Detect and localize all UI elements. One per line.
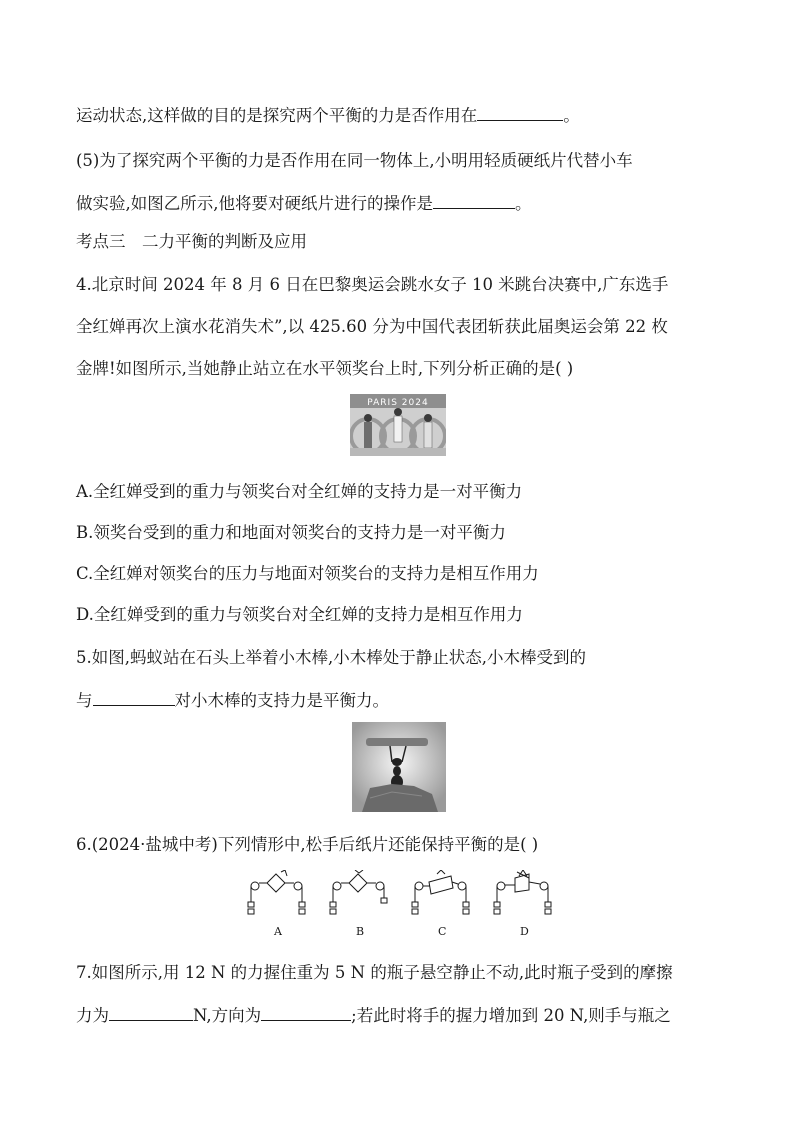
line-1-end: 。 (563, 106, 580, 125)
text-line-1 (76, 104, 580, 127)
answer-blank (109, 1004, 193, 1021)
q4-option-a: A.全红婵受到的重力与领奖台对全红婵的支持力是一对平衡力 (76, 482, 523, 501)
q6-diagram-b (330, 870, 387, 914)
answer-blank (477, 104, 563, 121)
podium-illustration (350, 394, 446, 456)
q5-text-b: 对小木棒的支持力是平衡力。 (174, 691, 389, 710)
answer-blank (261, 1004, 351, 1021)
q5-text-a: 与 (76, 691, 93, 710)
line-1-text: 运动状态,这样做的目的是探究两个平衡的力是否作用在 (76, 106, 478, 125)
text-line-2: (5)为了探究两个平衡的力是否作用在同一物体上,小明用轻质硬纸片代替小车 (76, 151, 633, 170)
q7-text-c: ;若此时将手的握力增加到 20 N,则手与瓶之 (351, 1006, 671, 1025)
q6-diagram-a (248, 870, 305, 914)
q5-line-2 (76, 689, 389, 712)
q6-label-b: B (356, 925, 365, 938)
q6-line: 6.(2024·盐城中考)下列情形中,松手后纸片还能保持平衡的是( ) (76, 835, 539, 854)
ant-photo (352, 722, 446, 812)
q4-option-b: B.领奖台受到的重力和地面对领奖台的支持力是一对平衡力 (76, 523, 506, 542)
section-heading: 考点三 二力平衡的判断及应用 (76, 232, 307, 251)
q6-diagram-svg (243, 870, 553, 940)
q6-diagram-d (494, 870, 551, 914)
q6-diagrams (243, 870, 553, 940)
q7-line-2 (76, 1004, 671, 1027)
q4-line-2: 全红婵再次上演水花消失术”,以 425.60 分为中国代表团斩获此届奥运会第 22 枚 (76, 317, 668, 336)
q5-line-1: 5.如图,蚂蚁站在石头上举着小木棒,小木棒处于静止状态,小木棒受到的 (76, 648, 586, 667)
podium-photo (350, 394, 446, 456)
q4-line-3: 金牌!如图所示,当她静止站立在水平领奖台上时,下列分析正确的是( ) (76, 359, 574, 378)
text-line-3 (76, 192, 532, 215)
answer-blank (433, 192, 515, 209)
ant-illustration (352, 722, 446, 812)
q7-text-a: 力为 (76, 1006, 109, 1025)
podium-banner-text: PARIS 2024 (367, 398, 429, 408)
q7-text-b: N,方向为 (193, 1006, 262, 1025)
q6-label-c: C (438, 925, 447, 938)
q6-diagram-c (412, 870, 469, 914)
q6-label-a: A (274, 925, 282, 938)
line-3-end: 。 (515, 194, 532, 213)
line-3-text: 做实验,如图乙所示,他将要对硬纸片进行的操作是 (76, 194, 433, 213)
answer-blank (93, 689, 175, 706)
q4-option-c: C.全红婵对领奖台的压力与地面对领奖台的支持力是相互作用力 (76, 564, 539, 583)
q7-line-1: 7.如图所示,用 12 N 的力握住重为 5 N 的瓶子悬空静止不动,此时瓶子受到的摩擦 (76, 963, 673, 982)
q4-option-d: D.全红婵受到的重力与领奖台对全红婵的支持力是相互作用力 (76, 605, 523, 624)
q4-line-1: 4.北京时间 2024 年 8 月 6 日在巴黎奥运会跳水女子 10 米跳台决赛中,广东选手 (76, 275, 669, 294)
q6-label-d: D (520, 925, 529, 938)
